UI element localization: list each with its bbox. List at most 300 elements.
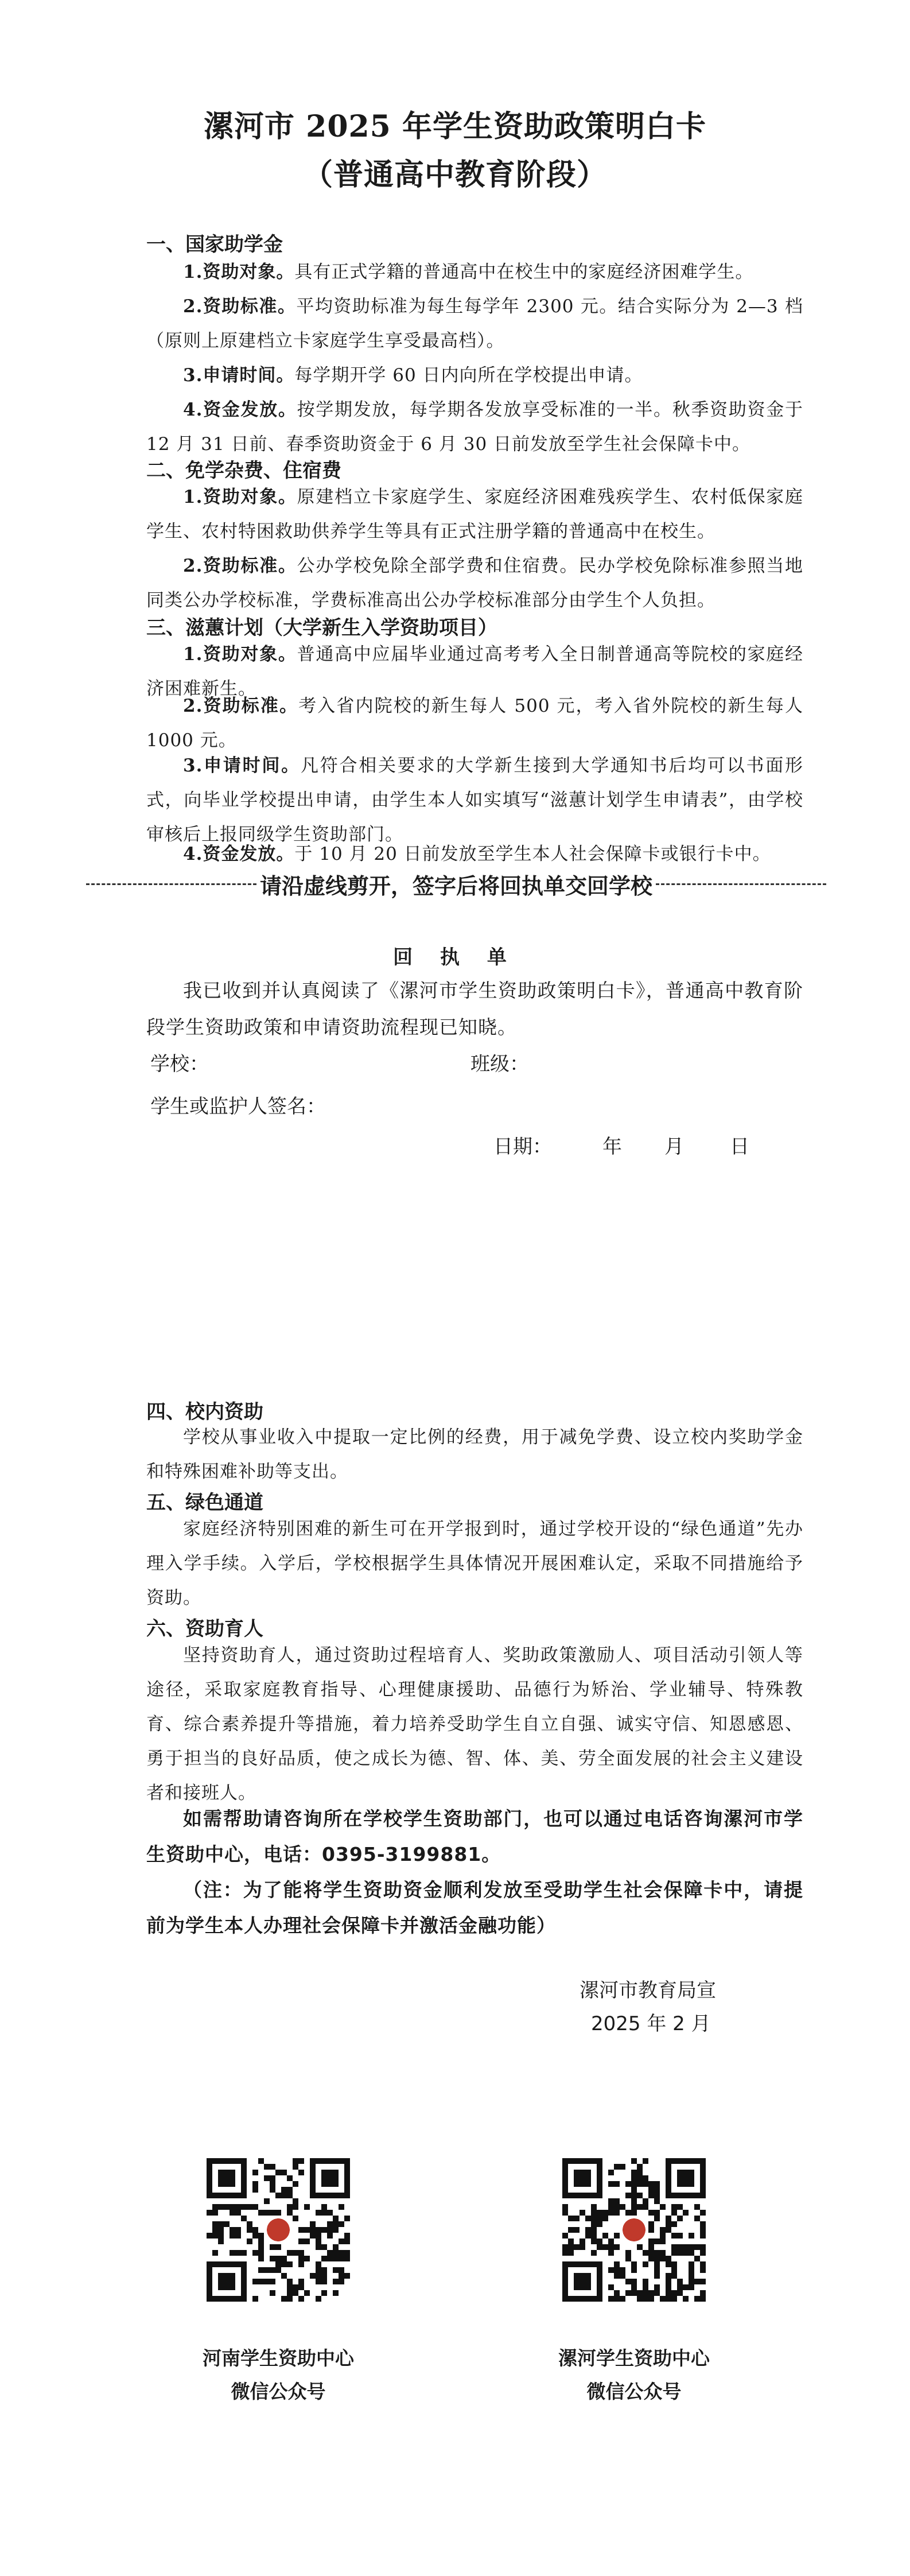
paragraph-text: 每学期开学 60 日内向所在学校提出申请。 [294,365,643,386]
qr-module [614,2296,620,2302]
qr-module [287,2261,293,2267]
qr-module [597,2210,602,2216]
qr-module [333,2267,339,2273]
qr-module [298,2239,304,2244]
qr-module [660,2204,666,2210]
qr-module [316,2261,321,2267]
qr-module [625,2279,631,2284]
paragraph [146,393,803,461]
qr-module [264,2164,270,2170]
qr-module [700,2296,706,2302]
qr-module [321,2256,327,2261]
qr-module [620,2296,625,2302]
qr-module [643,2181,648,2187]
qr-module [270,2175,275,2181]
qr-module [304,2239,310,2244]
qr-module [694,2256,700,2261]
paragraph: 家庭经济特别困难的新生可在开学报到时，通过学校开设的“绿色通道”先办理入学手续。入学后，学校根据学生具体情况开展困难认定，采取不同措施给予资助。 [146,1519,803,1608]
month-label: 月 [664,1135,684,1158]
qr-module [344,2273,350,2279]
qr-module [281,2256,287,2261]
qr-module [333,2244,339,2250]
qr-module [339,2221,344,2227]
qr-module [602,2244,608,2250]
qr-module [689,2279,694,2284]
qr-module [281,2187,287,2193]
paragraph-text: 于 10 月 20 日前发放至学生本人社会保障卡或银行卡中。 [294,844,771,864]
qr-module [218,2239,224,2244]
qr-module [270,2210,275,2216]
qr-module [287,2193,293,2198]
paragraph [146,255,803,289]
qr-module [643,2175,648,2181]
qr-module [625,2290,631,2296]
qr-module [654,2210,660,2216]
qr-module [677,2284,683,2290]
qr-module [270,2290,275,2296]
qr-module [654,2267,660,2273]
qr-module [574,2170,591,2187]
qr-module [339,2279,344,2284]
qr-module [270,2244,275,2250]
qr-module [270,2181,275,2187]
qr-module [310,2227,316,2233]
qr-module [700,2267,706,2273]
qr-module [321,2290,327,2296]
qr-module [677,2216,683,2221]
qr-module [614,2181,620,2187]
qr-module [252,2233,258,2239]
qr-module [660,2239,666,2244]
qr-module [568,2216,574,2221]
qr-module [344,2239,350,2244]
qr-module [298,2279,304,2284]
qr-module [218,2170,235,2187]
qr-module [654,2198,660,2204]
section-heading-school-aid: 四、校内资助 [146,1400,263,1423]
qr-module [321,2273,327,2279]
qr-module [689,2273,694,2279]
qr-module [241,2250,247,2256]
qr-module [316,2267,321,2273]
qr-module [252,2181,258,2187]
qr-module [298,2284,304,2290]
qr-module [597,2244,602,2250]
qr-module [608,2239,614,2244]
qr-module [608,2250,614,2256]
issue-date: 2025 年 2 月 [591,2012,711,2035]
qr-module [293,2250,298,2256]
qr-module [608,2244,614,2250]
qr-module [625,2250,631,2256]
qr-module [660,2227,666,2233]
qr-module [614,2210,620,2216]
qr-module [235,2233,241,2239]
section-heading-zihui-plan: 三、滋蕙计划（大学新生入学资助项目） [146,616,497,639]
qr-module [671,2250,677,2256]
qr-module [212,2221,218,2227]
qr-module [694,2279,700,2284]
qr-module [298,2296,304,2302]
qr-module [258,2267,264,2273]
qr-module [344,2216,350,2221]
qr-module [666,2284,671,2290]
paragraph-label: 3.申请时间。 [183,755,301,776]
qr-module [677,2279,683,2284]
qr-module [677,2233,683,2239]
qr-module [327,2227,333,2233]
qr-module [218,2227,224,2233]
receipt-text: 我已收到并认真阅读了《漯河市学生资助政策明白卡》，普通高中教育阶段学生资助政策和申请资助流程现已知晓。 [146,979,803,1038]
qr-module [597,2221,602,2227]
qr-module [293,2290,298,2296]
qr-module [631,2193,637,2198]
qr-module [620,2267,625,2273]
qr-module [666,2261,671,2267]
qr-module [333,2279,339,2284]
paragraph-label: 2.资助标准。 [183,556,297,576]
qr-module [339,2267,344,2273]
qr-module [270,2279,275,2284]
paragraph-label: 1.资助对象。 [183,644,297,665]
qr-module [310,2221,316,2227]
qr-module [247,2204,252,2210]
qr-module [275,2244,281,2250]
qr-module [637,2193,643,2198]
qr-module [637,2175,643,2181]
qr-module [321,2267,327,2273]
qr-module [614,2198,620,2204]
qr-module [333,2256,339,2261]
qr-module [218,2221,224,2227]
qr-module [671,2221,677,2227]
qr-module [287,2210,293,2216]
qr-module [608,2198,614,2204]
qr-module [597,2239,602,2244]
qr-module [625,2181,631,2187]
qr-module [321,2279,327,2284]
paragraph-text: 凡符合相关要求的大学新生接到大学通知书后均可以书面形式，向毕业学校提出申请，由学生本人如实填写“滋蕙计划学生申请表”，由学校审核后上报同级学生资助部门。 [146,755,803,845]
paragraph-label: 1.资助对象。 [183,487,297,507]
qr-module [614,2233,620,2239]
qr-module [631,2261,637,2267]
qr-module [304,2227,310,2233]
qr-module [614,2273,620,2279]
qr-module [631,2187,637,2193]
qr-module [298,2227,304,2233]
qr-module [287,2204,293,2210]
paragraph: 学校从事业收入中提取一定比例的经费，用于减免学费、设立校内奖助学金和特殊困难补助等支出。 [146,1427,803,1482]
qr-module [608,2170,614,2175]
qr-module [643,2279,648,2284]
qr-module [270,2164,275,2170]
qr-module [252,2204,258,2210]
qr-module [648,2227,654,2233]
qr-module [258,2239,264,2244]
qr-module [643,2250,648,2256]
qr-module [230,2250,235,2256]
qr-module [218,2204,224,2210]
class-label: 班级： [470,1053,529,1076]
qr-module [631,2267,637,2273]
qr-module [700,2244,706,2250]
qr-module [264,2210,270,2216]
qr-module [602,2233,608,2239]
paragraph-label: 3.申请时间。 [183,365,295,386]
qr-module [275,2170,281,2175]
qr-module [683,2250,689,2256]
qr-module [344,2256,350,2261]
qr-module [574,2244,580,2250]
qr-module [293,2198,298,2204]
qr-module [281,2170,287,2175]
qr-caption-line2: 微信公众号 [231,2380,326,2403]
qr-module [654,2284,660,2290]
qr-module [212,2227,218,2233]
qr-module [333,2216,339,2221]
qr-module [212,2250,218,2256]
qr-module [591,2210,597,2216]
qr-module [620,2204,625,2210]
note-text: （注：为了能将学生资助资金顺利发放至受助学生社会保障卡中，请提前为学生本人办理社会保障卡并激活金融功能） [146,1879,803,1937]
qr-module [258,2279,264,2284]
qr-module [648,2250,654,2256]
paragraph-text: 按学期发放，每学期各发放享受标准的一半。秋季资助资金于 12 月 31 日前、春季资助资金于 6 月 30 日前发放至学生社会保障卡中。 [146,399,803,455]
qr-module [637,2204,643,2210]
paragraph: 坚持资助育人，通过资助过程培育人、奖助政策激励人、项目活动引领人等途径，采取家庭教育指导、心理健康援助、品德行为矫治、学业辅导、特殊教育、综合素养提升等措施，着力培养受助学生自立自强、诚实守信、知恩感恩、勇于担当的良好品质，使之成长为德、智、体、美、劳全面发展的社会主义建设者和接班人。 [146,1645,803,1803]
qr-module [654,2181,660,2187]
qr-module [316,2227,321,2233]
qr-module [562,2244,568,2250]
qr-module [683,2296,689,2302]
qr-module [275,2267,281,2273]
qr-module [608,2284,614,2290]
qr-module [689,2284,694,2290]
qr-module [625,2210,631,2216]
qr-module [585,2216,591,2221]
qr-module [224,2204,230,2210]
qr-module [252,2279,258,2284]
qr-module [614,2290,620,2296]
qr-module [637,2244,643,2250]
qr-module [298,2256,304,2261]
qr-module [247,2227,252,2233]
paragraph [146,689,803,758]
qr-module [247,2221,252,2227]
qr-module [316,2210,321,2216]
qr-logo-icon [267,2218,290,2241]
paragraph-label: 4.资金发放。 [183,844,295,864]
qr-code-graphic [562,2158,706,2302]
cut-line [86,868,826,900]
qr-module [333,2221,339,2227]
qr-module [258,2233,264,2239]
qr-module [316,2273,321,2279]
qr-module [608,2210,614,2216]
qr-module [327,2233,333,2239]
qr-module [568,2239,574,2244]
qr-module [677,2170,694,2187]
qr-module [580,2210,585,2216]
qr-module [683,2244,689,2250]
qr-module [614,2261,620,2267]
qr-module [654,2187,660,2193]
qr-module [287,2279,293,2284]
qr-module [339,2239,344,2244]
qr-module [608,2296,614,2302]
qr-module [316,2239,321,2244]
qr-caption-henan [175,2342,382,2408]
qr-module [321,2227,327,2233]
qr-module [568,2244,574,2250]
qr-module [304,2256,310,2261]
qr-module [620,2273,625,2279]
qr-module [689,2233,694,2239]
qr-module [631,2279,637,2284]
qr-module [654,2239,660,2244]
qr-module [298,2158,304,2164]
qr-module [643,2158,648,2164]
qr-module [344,2250,350,2256]
qr-module [241,2216,247,2221]
qr-module [562,2233,568,2239]
page-title: 漯河市 2025 年学生资助政策明白卡 [204,109,706,144]
qr-module [316,2244,321,2250]
qr-module [293,2164,298,2170]
qr-module [683,2210,689,2216]
qr-module [327,2210,333,2216]
qr-module [310,2233,316,2239]
qr-module [270,2187,275,2193]
qr-module [660,2233,666,2239]
qr-module [631,2290,637,2296]
qr-module [671,2204,677,2210]
qr-module [321,2244,327,2250]
qr-module [207,2210,212,2216]
qr-module [671,2261,677,2267]
qr-module [689,2261,694,2267]
qr-module [666,2296,671,2302]
cut-line-instruction: 请沿虚线剪开，签字后将回执单交回学校 [260,873,653,899]
qr-module [212,2210,218,2216]
qr-module [637,2164,643,2170]
qr-module [562,2210,568,2216]
qr-module [700,2290,706,2296]
qr-module [648,2181,654,2187]
qr-module [631,2198,637,2204]
qr-module [585,2227,591,2233]
qr-module [580,2244,585,2250]
qr-module [235,2204,241,2210]
qr-module [620,2164,625,2170]
paragraph [146,358,803,393]
qr-module [700,2227,706,2233]
paragraph-text: 具有正式学籍的普通高中在校生中的家庭经济困难学生。 [294,262,754,282]
qr-caption-luohe [531,2342,737,2408]
section-heading-fee-waiver: 二、免学杂费、住宿费 [146,459,341,482]
date-label: 日期： [493,1135,552,1158]
contact-text: 如需帮助请咨询所在学校学生资助部门，也可以通过电话咨询漯河市学生资助中心，电话：0395-3199881。 [146,1807,803,1865]
qr-module [230,2227,235,2233]
qr-module [654,2216,660,2221]
paragraph [146,837,803,871]
qr-module [241,2204,247,2210]
qr-module [275,2256,281,2261]
qr-module [264,2279,270,2284]
qr-module [339,2250,344,2256]
section-heading-education: 六、资助育人 [146,1617,263,1640]
qr-caption-line2: 微信公众号 [586,2380,682,2403]
qr-module [671,2210,677,2216]
qr-module [293,2204,298,2210]
qr-module [648,2187,654,2193]
qr-module [230,2204,235,2210]
qr-module [235,2227,241,2233]
paragraph-text: 考入省内院校的新生每人 500 元，考入省外院校的新生每人 1000 元。 [146,696,803,751]
day-label: 日 [730,1135,749,1158]
qr-module [643,2290,648,2296]
qr-module [287,2175,293,2181]
qr-module [293,2284,298,2290]
qr-module [654,2290,660,2296]
qr-module [316,2296,321,2302]
qr-module [247,2239,252,2244]
signature-label: 学生或监护人签名： [150,1095,326,1118]
qr-module [671,2296,677,2302]
qr-module [218,2273,235,2290]
qr-module [654,2250,660,2256]
qr-code-graphic [207,2158,350,2302]
qr-module [275,2193,281,2198]
qr-module [700,2279,706,2284]
school-label: 学校： [150,1053,209,1076]
qr-module [643,2198,648,2204]
qr-module [671,2233,677,2239]
qr-module [258,2256,264,2261]
qr-module [700,2261,706,2267]
dashed-divider [86,883,256,885]
qr-module [648,2210,654,2216]
dashed-divider [656,883,826,885]
qr-module [585,2233,591,2239]
qr-module [287,2250,293,2256]
qr-module [591,2250,597,2256]
qr-module [252,2296,258,2302]
qr-module [580,2239,585,2244]
qr-module [700,2221,706,2227]
qr-code-icon [562,2158,706,2302]
paragraph-text: 平均资助标准为每生每学年 2300 元。结合实际分为 2—3 档（原则上原建档立卡家庭学生享受最高档）。 [146,296,803,351]
qr-module [666,2216,671,2221]
qr-module [608,2181,614,2187]
qr-caption-line1: 漯河学生资助中心 [558,2347,710,2369]
qr-module [316,2279,321,2284]
qr-module [654,2273,660,2279]
qr-module [218,2233,224,2239]
qr-module [671,2273,677,2279]
qr-module [316,2233,321,2239]
section-heading-national-grant: 一、国家助学金 [146,233,283,256]
qr-module [648,2193,654,2198]
qr-module [671,2290,677,2296]
qr-module [264,2198,270,2204]
paragraph [146,748,803,852]
qr-module [287,2284,293,2290]
paragraph-label: 4.资金发放。 [183,399,297,420]
qr-module [293,2181,298,2187]
qr-logo-icon [623,2218,645,2241]
qr-module [235,2250,241,2256]
